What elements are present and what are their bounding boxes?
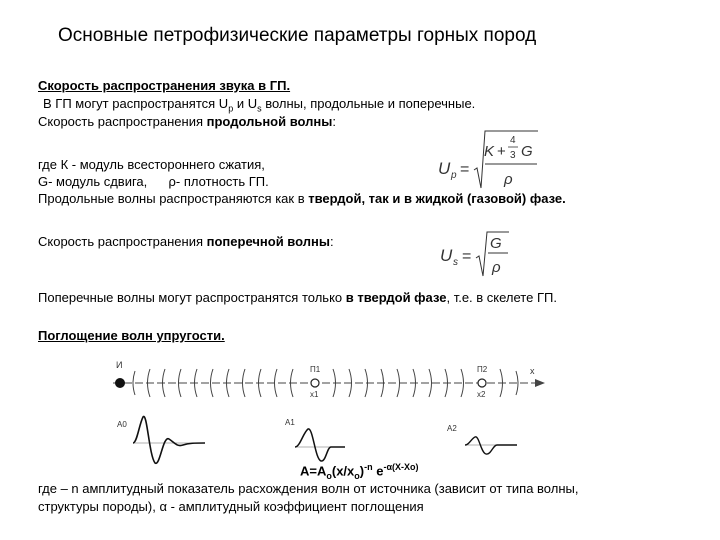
sound-speed-heading: Скорость распространения звука в ГП. (38, 78, 291, 93)
where-k-line: где К - модуль всестороннего сжатия, (38, 157, 265, 172)
transverse-speed-line: Скорость распространения поперечной волны: (38, 234, 334, 249)
receiver-2-label: П2 (477, 365, 488, 374)
formula-up-plus: + (497, 143, 506, 160)
n-definition-line: где – n амплитудный показатель расхождения волн от источника (зависит от типа волны, (38, 481, 579, 496)
absorption-heading: Поглощение волн упругости. (38, 328, 225, 343)
receiver-1-x-label: x1 (310, 390, 319, 399)
formula-up-lhs: U (438, 159, 451, 178)
receiver-1-label: П1 (310, 365, 321, 374)
x-axis-label: x (530, 366, 535, 376)
wave-types-line: В ГП могут распространятся $U_p$ и $U_s$ волны, продольные и поперечные. (43, 96, 476, 114)
longitudinal-speed-formula (430, 128, 540, 196)
amplitude-formula: $A=A_o(x/x_o)^{-n}$ $e^{-\alpha(X-Xo)}$ (300, 462, 419, 481)
formula-us-eq: = (462, 248, 472, 265)
receiver-1 (311, 379, 319, 387)
receiver-2 (478, 379, 486, 387)
formula-up-frac-bottom: 3 (510, 150, 516, 161)
trace-a2 (465, 437, 517, 454)
formula-us-lhs-sub: s (453, 257, 458, 268)
trace-a0 (133, 416, 205, 463)
formula-up-lhs-sub: p (451, 170, 457, 181)
formula-up-eq: = (460, 161, 470, 178)
wave-propagation-diagram (105, 355, 565, 465)
receiver-2-x-label: x2 (477, 390, 486, 399)
longitudinal-phase-line: Продольные волны распространяются как в твердой, так и в жидкой (газовой) фазе. (38, 191, 566, 206)
formula-up-frac-top: 4 (510, 135, 516, 146)
page-title: Основные петрофизические параметры горных пород (58, 25, 537, 46)
transverse-speed-formula (434, 228, 514, 280)
source-label: И (116, 360, 123, 370)
where-g-line: G- модуль сдвига, ρ- плотность ГП. (38, 174, 269, 189)
formula-up-g: G (521, 143, 533, 160)
longitudinal-speed-line: Скорость распространения продольной волны: (38, 114, 336, 129)
source-point (115, 378, 125, 388)
formula-us-g: G (490, 235, 502, 252)
trace-a1 (295, 429, 345, 461)
axis-arrow (535, 379, 545, 387)
trace-a1-label: A1 (285, 418, 295, 427)
alpha-definition-line: структуры породы), α - амплитудный коэффициент поглощения (38, 499, 424, 514)
formula-us-rho: ρ (492, 259, 501, 276)
formula-up-rho: ρ (504, 171, 513, 188)
formula-us-lhs: U (440, 246, 453, 265)
transverse-phase-line: Поперечные волны могут распространятся только в твердой фазе, т.е. в скелете ГП. (38, 290, 557, 305)
trace-a2-label: A2 (447, 424, 457, 433)
formula-up-k: K (484, 143, 495, 160)
trace-a0-label: A0 (117, 420, 127, 429)
